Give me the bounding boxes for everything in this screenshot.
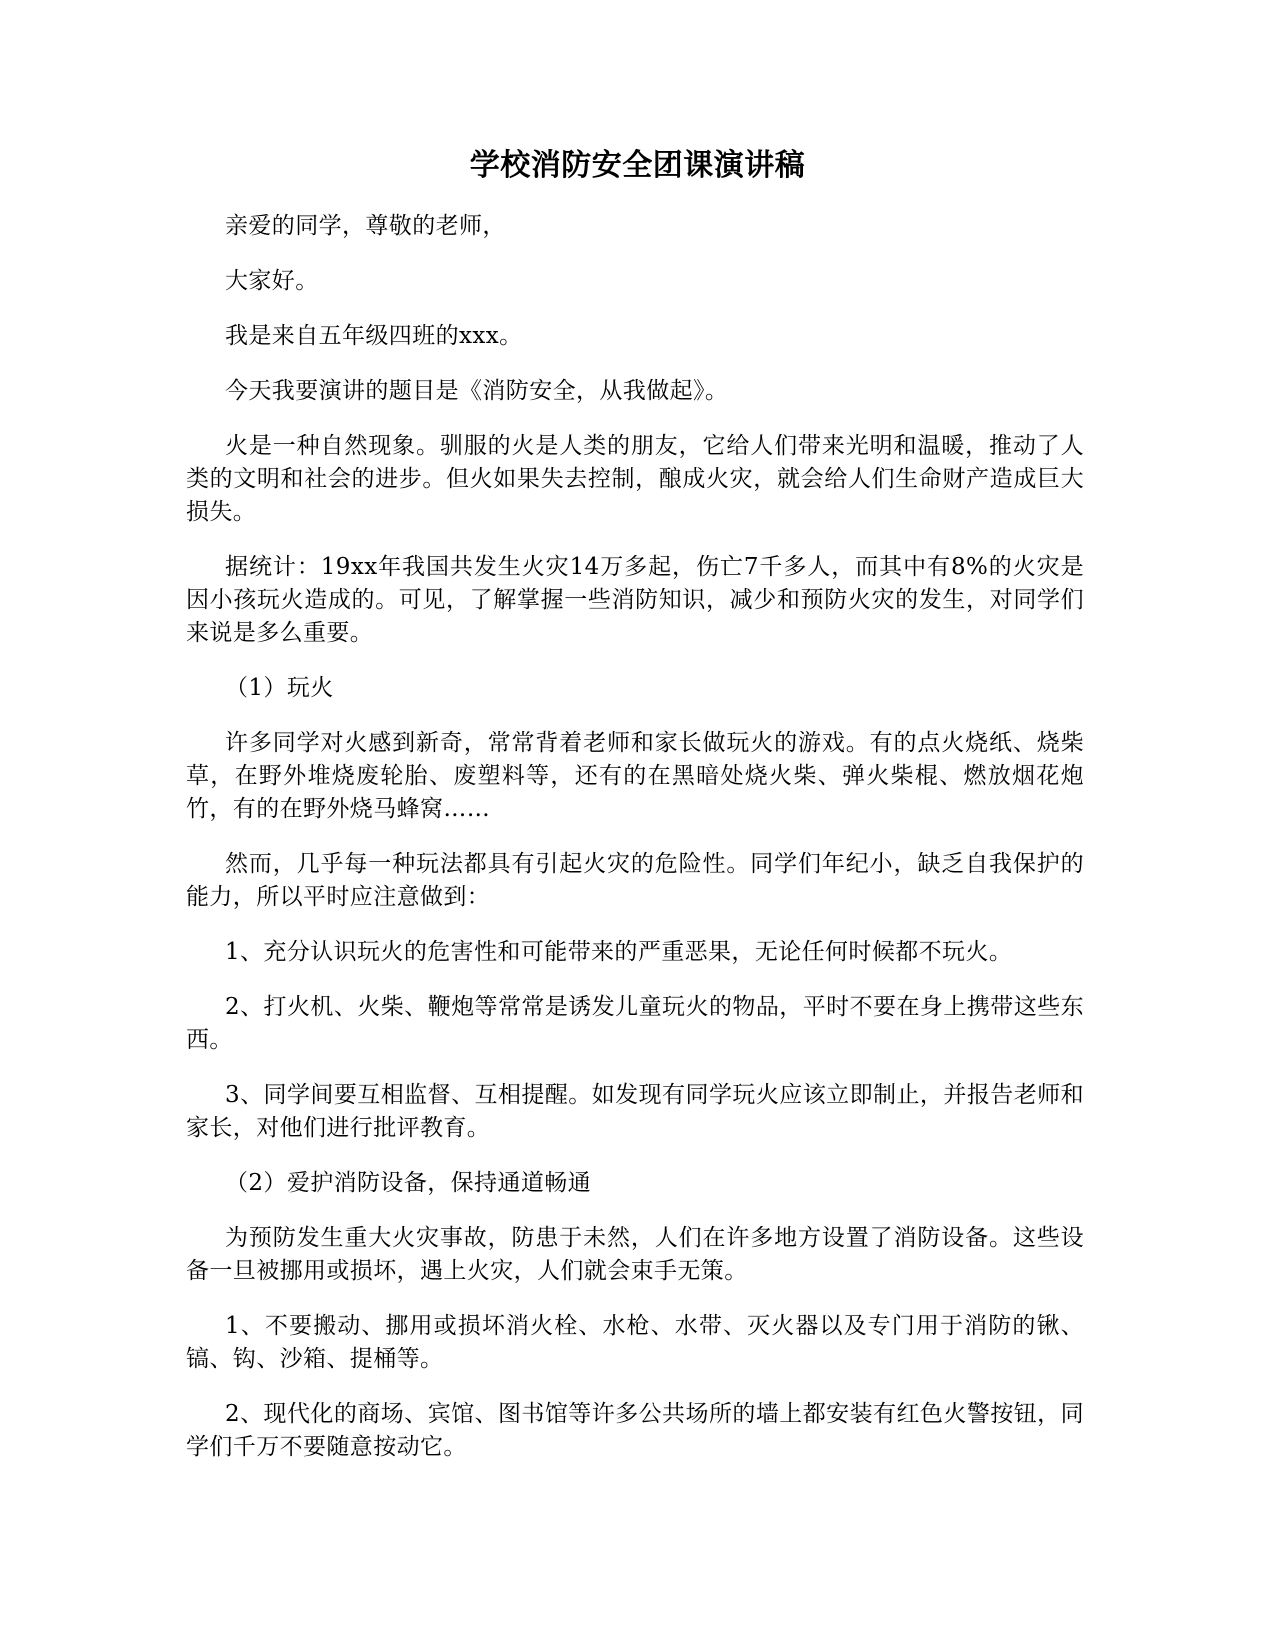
- list-item-2-2: 2、现代化的商场、宾馆、图书馆等许多公共场所的墙上都安装有红色火警按钮，同学们千万不要随意按动它。: [186, 1401, 1084, 1460]
- paragraph-danger: 然而，几乎每一种玩法都具有引起火灾的危险性。同学们年纪小，缺乏自我保护的能力，所以平时应注意做到：: [186, 851, 1084, 910]
- paragraph-hello: 大家好。: [225, 268, 319, 294]
- paragraph-playing-fire: 许多同学对火感到新奇，常常背着老师和家长做玩火的游戏。有的点火烧纸、烧柴草，在野外堆烧废轮胎、废塑料等，还有的在黑暗处烧火柴、弹火柴棍、燃放烟花炮竹，有的在野外烧马蜂窝……: [186, 730, 1084, 822]
- list-item-1-3: 3、同学间要互相监督、互相提醒。如发现有同学玩火应该立即制止，并报告老师和家长，对他们进行批评教育。: [186, 1082, 1084, 1141]
- paragraph-statistics: 据统计：19xx年我国共发生火灾14万多起，伤亡7千多人，而其中有8%的火灾是因小孩玩火造成的。可见，了解掌握一些消防知识，减少和预防火灾的发生，对同学们来说是多么重要。: [186, 554, 1084, 646]
- section-heading-1: （1）玩火: [225, 675, 334, 701]
- list-item-1-2: 2、打火机、火柴、鞭炮等常常是诱发儿童玩火的物品，平时不要在身上携带这些东西。: [186, 994, 1084, 1053]
- list-item-2-1: 1、不要搬动、挪用或损坏消火栓、水枪、水带、灭火器以及专门用于消防的锹、镐、钩、沙箱、提桶等。: [186, 1313, 1084, 1372]
- section-heading-2: （2）爱护消防设备，保持通道畅通: [225, 1170, 592, 1196]
- paragraph-fire-nature: 火是一种自然现象。驯服的火是人类的朋友，它给人们带来光明和温暖，推动了人类的文明和社会的进步。但火如果失去控制，酿成火灾，就会给人们生命财产造成巨大损失。: [186, 433, 1084, 525]
- paragraph-greeting: 亲爱的同学，尊敬的老师，: [225, 213, 506, 239]
- document-title: 学校消防安全团课演讲稿: [469, 148, 806, 183]
- paragraph-topic: 今天我要演讲的题目是《消防安全，从我做起》。: [225, 378, 729, 404]
- paragraph-intro: 我是来自五年级四班的xxx。: [225, 323, 523, 349]
- paragraph-equipment: 为预防发生重大火灾事故，防患于未然，人们在许多地方设置了消防设备。这些设备一旦被挪用或损坏，遇上火灾，人们就会束手无策。: [186, 1225, 1084, 1284]
- document-body: [186, 210, 1084, 1486]
- list-item-1-1: 1、充分认识玩火的危害性和可能带来的严重恶果，无论任何时候都不玩火。: [225, 939, 1013, 965]
